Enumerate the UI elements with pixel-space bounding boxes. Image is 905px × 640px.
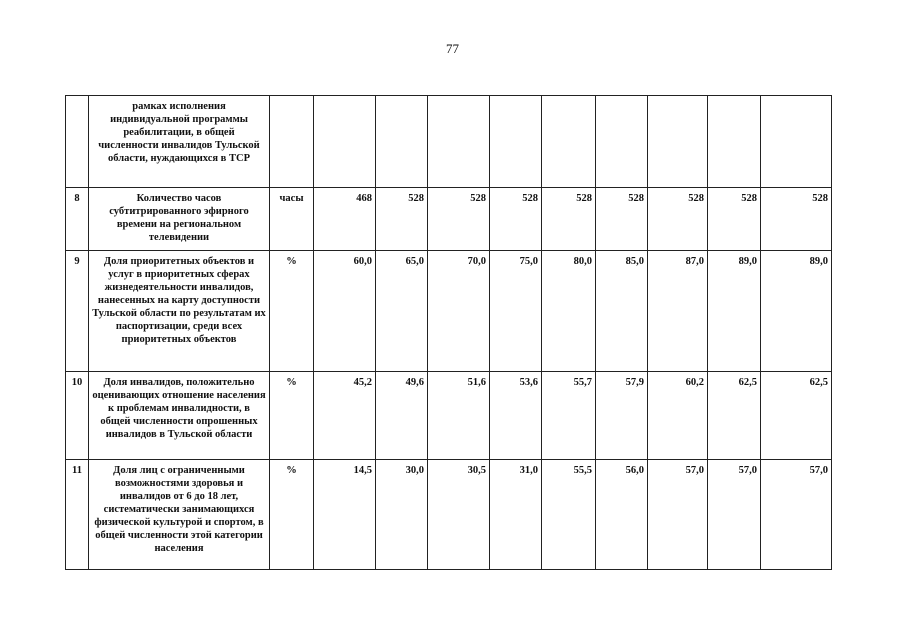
unit-cell: % <box>270 372 314 460</box>
value-cell: 468 <box>314 188 376 251</box>
value-cell <box>376 96 428 188</box>
unit-cell <box>270 96 314 188</box>
value-cell: 45,2 <box>314 372 376 460</box>
row-number-cell: 10 <box>66 372 89 460</box>
value-cell: 528 <box>490 188 542 251</box>
table-row <box>66 372 832 460</box>
unit-cell: % <box>270 251 314 372</box>
row-number-cell: 8 <box>66 188 89 251</box>
value-cell: 87,0 <box>648 251 708 372</box>
value-cell: 57,0 <box>761 460 832 570</box>
value-cell <box>596 96 648 188</box>
value-cell: 49,6 <box>376 372 428 460</box>
value-cell: 528 <box>648 188 708 251</box>
value-cell: 65,0 <box>376 251 428 372</box>
value-cell <box>648 96 708 188</box>
value-cell: 57,0 <box>648 460 708 570</box>
unit-cell: часы <box>270 188 314 251</box>
value-cell: 80,0 <box>542 251 596 372</box>
value-cell: 30,5 <box>428 460 490 570</box>
value-cell: 528 <box>596 188 648 251</box>
value-cell: 57,0 <box>708 460 761 570</box>
indicator-description-cell: Доля инвалидов, положительно оценивающих отношение населения к проблемам инвалидности, в общей численности опрошенных инвалидов в Тульской области <box>89 372 270 460</box>
value-cell: 89,0 <box>761 251 832 372</box>
row-number-cell <box>66 96 89 188</box>
value-cell: 55,5 <box>542 460 596 570</box>
value-cell: 57,9 <box>596 372 648 460</box>
table-row <box>66 460 832 570</box>
value-cell: 56,0 <box>596 460 648 570</box>
value-cell: 528 <box>761 188 832 251</box>
value-cell: 528 <box>428 188 490 251</box>
indicator-description-cell: Количество часов субтитрированного эфирного времени на региональном телевидении <box>89 188 270 251</box>
value-cell: 14,5 <box>314 460 376 570</box>
table-row <box>66 251 832 372</box>
value-cell: 53,6 <box>490 372 542 460</box>
value-cell: 89,0 <box>708 251 761 372</box>
value-cell <box>708 96 761 188</box>
value-cell: 528 <box>376 188 428 251</box>
indicator-description-cell: Доля лиц с ограниченными возможностями здоровья и инвалидов от 6 до 18 лет, систематически занимающихся физической культурой и спортом, в общей численности этой категории населения <box>89 460 270 570</box>
value-cell: 31,0 <box>490 460 542 570</box>
value-cell: 62,5 <box>761 372 832 460</box>
value-cell: 60,2 <box>648 372 708 460</box>
value-cell: 62,5 <box>708 372 761 460</box>
value-cell: 51,6 <box>428 372 490 460</box>
value-cell: 60,0 <box>314 251 376 372</box>
value-cell: 75,0 <box>490 251 542 372</box>
value-cell <box>490 96 542 188</box>
value-cell: 55,7 <box>542 372 596 460</box>
page-number: 77 <box>446 41 459 56</box>
unit-cell: % <box>270 460 314 570</box>
indicators-table <box>65 95 832 570</box>
value-cell: 528 <box>708 188 761 251</box>
table-body <box>66 96 832 570</box>
row-number-cell: 9 <box>66 251 89 372</box>
indicator-description-cell: Доля приоритетных объектов и услуг в приоритетных сферах жизнедеятельности инвалидов, нанесенных на карту доступности Тульской области по результатам их паспортизации, среди всех приоритетных объектов <box>89 251 270 372</box>
table-row <box>66 188 832 251</box>
table-row <box>66 96 832 188</box>
value-cell <box>761 96 832 188</box>
value-cell: 70,0 <box>428 251 490 372</box>
value-cell <box>428 96 490 188</box>
value-cell: 528 <box>542 188 596 251</box>
indicator-description-cell: рамках исполнения индивидуальной программы реабилитации, в общей численности инвалидов Тульской области, нуждающихся в ТСР <box>89 96 270 188</box>
value-cell: 85,0 <box>596 251 648 372</box>
row-number-cell: 11 <box>66 460 89 570</box>
value-cell <box>314 96 376 188</box>
value-cell <box>542 96 596 188</box>
value-cell: 30,0 <box>376 460 428 570</box>
